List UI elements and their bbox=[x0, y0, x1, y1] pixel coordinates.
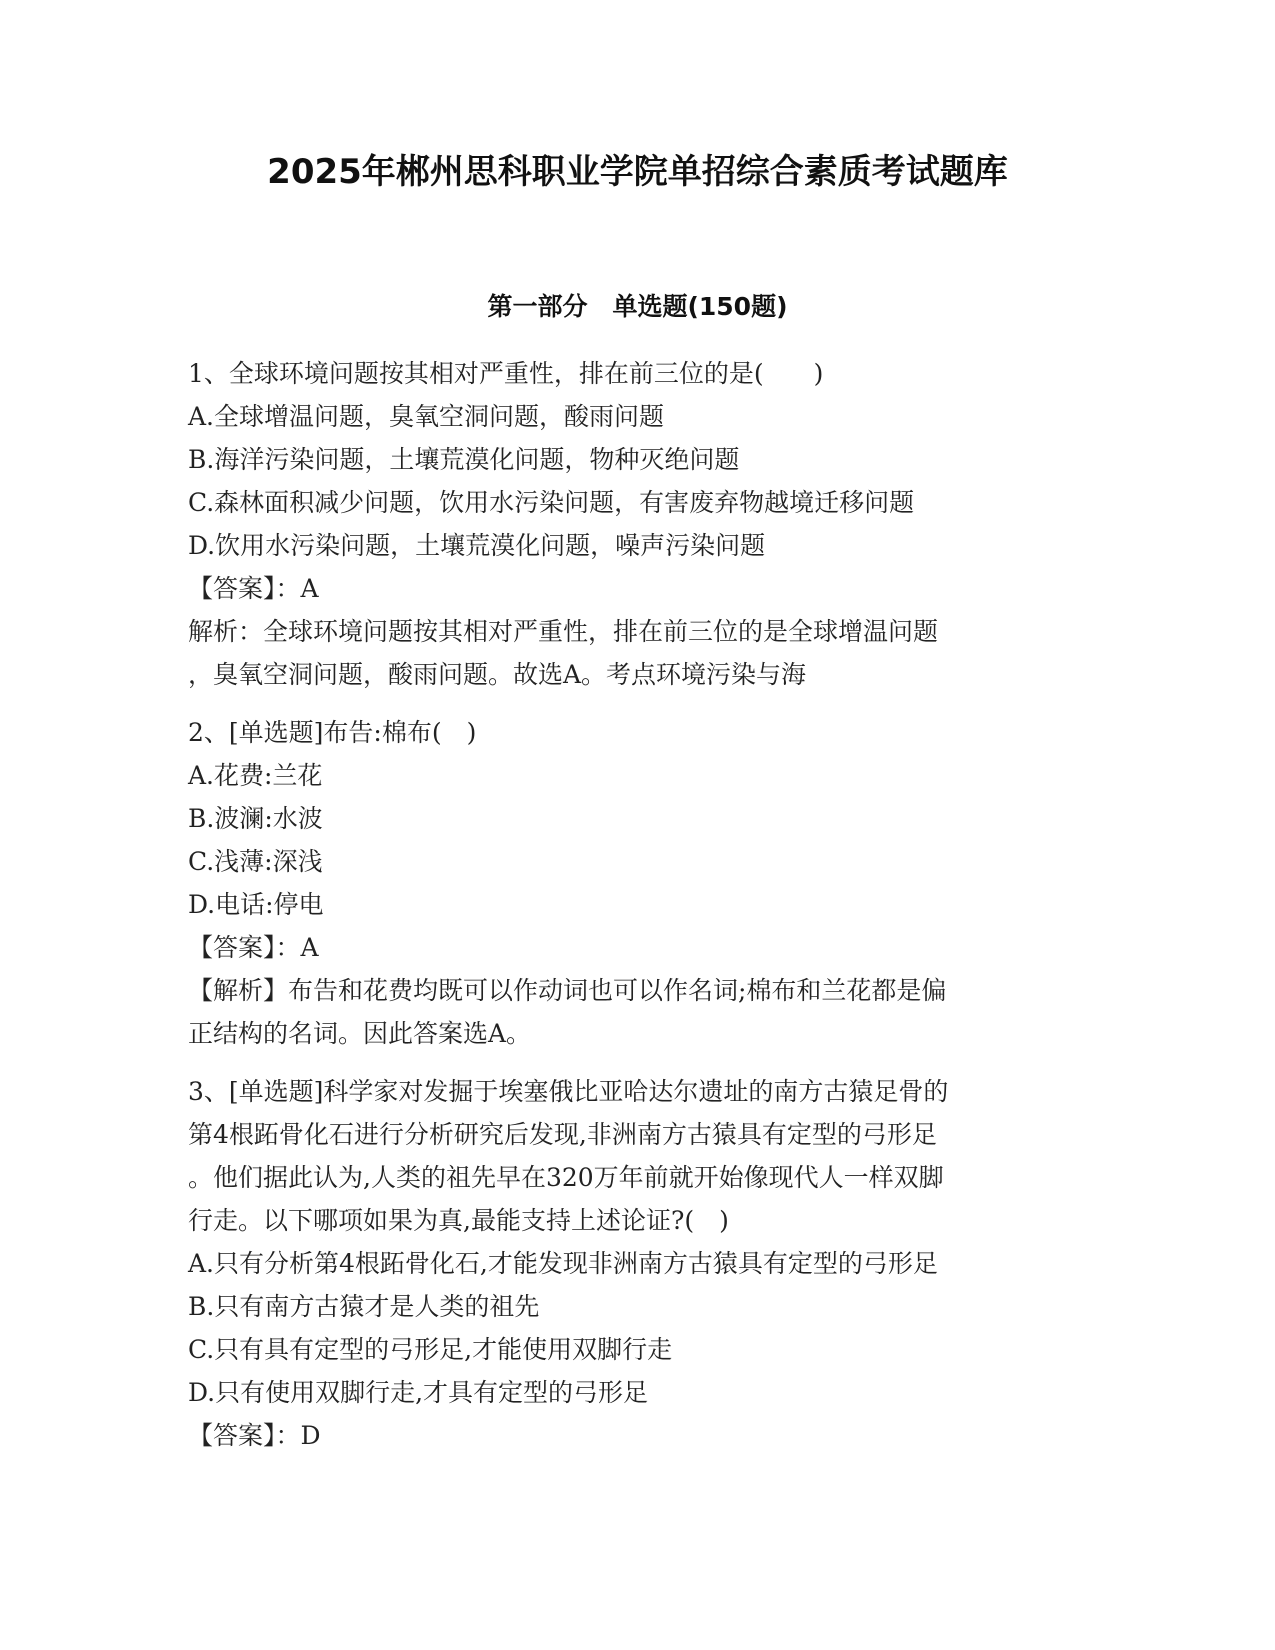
section-title: 第一部分 单选题(150题) bbox=[487, 292, 788, 321]
question-1 bbox=[188, 352, 1088, 696]
question-stem: 2、[单选题]布告:棉布( ) bbox=[188, 718, 477, 747]
option-b: B.海洋污染问题，土壤荒漠化问题，物种灭绝问题 bbox=[188, 445, 740, 474]
option-a: A.全球增温问题，臭氧空洞问题，酸雨问题 bbox=[188, 402, 665, 431]
question-3 bbox=[188, 1070, 1088, 1457]
question-stem-line: 第4根跖骨化石进行分析研究后发现,非洲南方古猿具有定型的弓形足 bbox=[188, 1120, 937, 1149]
option-d: D.电话:停电 bbox=[188, 890, 324, 919]
option-d: D.饮用水污染问题，土壤荒漠化问题，噪声污染问题 bbox=[188, 531, 766, 560]
question-list bbox=[188, 352, 1088, 1472]
analysis-line: ，臭氧空洞问题，酸雨问题。故选A。考点环境污染与海 bbox=[188, 660, 807, 689]
question-stem-line: 3、[单选题]科学家对发掘于埃塞俄比亚哈达尔遗址的南方古猿足骨的 bbox=[188, 1077, 949, 1106]
option-b: B.波澜:水波 bbox=[188, 804, 323, 833]
analysis-line: 解析：全球环境问题按其相对严重性，排在前三位的是全球增温问题 bbox=[188, 617, 939, 646]
option-c: C.森林面积减少问题，饮用水污染问题，有害废弃物越境迁移问题 bbox=[188, 488, 915, 517]
question-stem: 1、全球环境问题按其相对严重性，排在前三位的是( ) bbox=[188, 359, 824, 388]
option-a: A.花费:兰花 bbox=[188, 761, 323, 790]
option-c: C.浅薄:深浅 bbox=[188, 847, 323, 876]
option-d: D.只有使用双脚行走,才具有定型的弓形足 bbox=[188, 1378, 649, 1407]
question-stem-line: 。他们据此认为,人类的祖先早在320万年前就开始像现代人一样双脚 bbox=[188, 1163, 944, 1192]
analysis-line: 正结构的名词。因此答案选A。 bbox=[188, 1019, 532, 1048]
question-stem-line: 行走。以下哪项如果为真,最能支持上述论证?( ) bbox=[188, 1206, 729, 1235]
analysis-line: 【解析】布告和花费均既可以作动词也可以作名词;棉布和兰花都是偏 bbox=[188, 976, 947, 1005]
option-a: A.只有分析第4根跖骨化石,才能发现非洲南方古猿具有定型的弓形足 bbox=[188, 1249, 938, 1278]
question-2 bbox=[188, 711, 1088, 1055]
answer-line: 【答案】：A bbox=[188, 933, 319, 962]
option-b: B.只有南方古猿才是人类的祖先 bbox=[188, 1292, 540, 1321]
answer-line: 【答案】：A bbox=[188, 574, 319, 603]
answer-line: 【答案】：D bbox=[188, 1421, 321, 1450]
document-title: 2025年郴州思科职业学院单招综合素质考试题库 bbox=[267, 152, 1008, 192]
option-c: C.只有具有定型的弓形足,才能使用双脚行走 bbox=[188, 1335, 673, 1364]
